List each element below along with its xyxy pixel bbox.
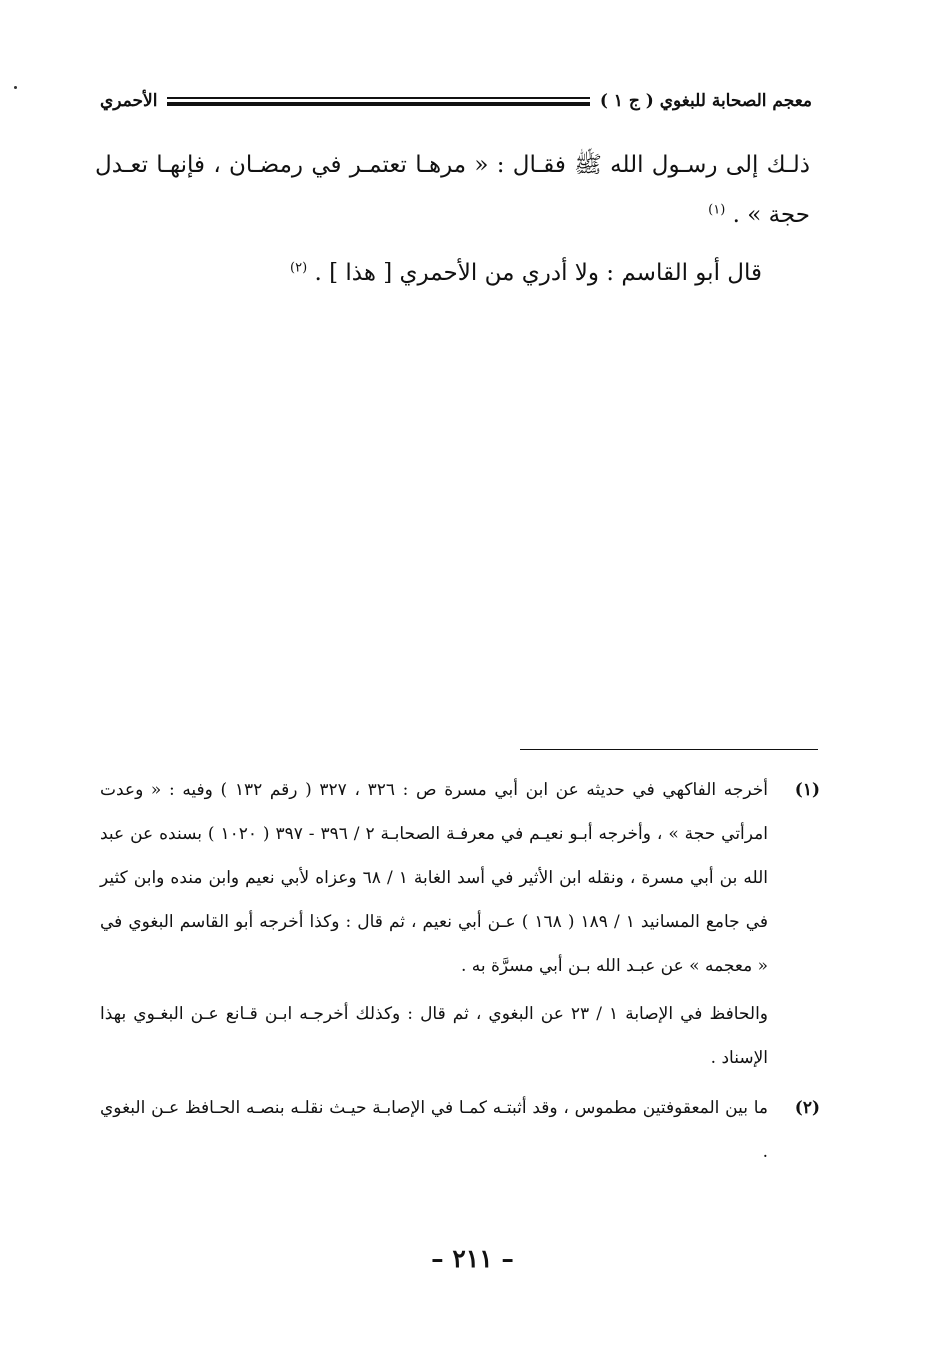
footnote-2: [100, 1086, 820, 1174]
footnote-ref-1: (١): [708, 202, 726, 218]
footnote-paragraph: ما بين المعقوفتين مطموس ، وقد أثبتـه كمـا في الإصابـة حيـث نقلـه بنصـه الحـافظ عـن البغوي .: [100, 1098, 768, 1162]
footnote-separator: [520, 749, 818, 750]
footnote-text: [100, 1086, 768, 1174]
running-header: [100, 84, 812, 118]
footnote-number: (٢): [794, 1098, 820, 1118]
paragraph-1-text: ذلـك إلى رسـول الله ﷺ فقـال : « مرهـا تعتمـر في رمضـان ، فإنهـا تعـدل حجة » .: [95, 152, 810, 228]
page-number: – ٢١١ –: [431, 1244, 514, 1273]
paragraph-1: [95, 140, 810, 240]
footnote-paragraph: والحافظ في الإصابة ١ / ٢٣ عن البغوي ، ثم قال : وكذلك أخرجـه ابـن قـانع عـن البغـوي بهذا الإسناد .: [100, 1004, 769, 1068]
footnote-ref-2: (٢): [290, 260, 308, 276]
footnotes: [100, 768, 820, 1174]
footnote-text: [100, 768, 768, 1080]
paragraph-2: [95, 248, 810, 298]
footnote-number: (١): [794, 780, 820, 800]
book-title: معجم الصحابة للبغوي ( ج ١ ): [599, 91, 812, 111]
footnote-paragraph: أخرجه الفاكهي في حديثه عن ابن أبي مسرة ص : ٣٢٦ ، ٣٢٧ ( رقم ١٣٢ ) وفيه : « وعدت امرأتي حجة » ، وأخرجه أبـو نعيـم في معرفـة الصحابـة ٢ / ٣٩٦ - ٣٩٧ ( ١٠٢٠ ) بسنده عن عبد الله بن أبي مسرة ، ونقله ابن الأثير في أسد الغابة ١ / ٦٨ وعزاه لأبي نعيم وابن منده وابن كثير في جامع المسانيد ١ / ١٨٩ ( ١٦٨ ) عـن أبي نعيم ، ثم قال : وكذا أخرجه أبو القاسم البغوي في « معجمه » عن عبـد الله بـن أبي مسرَّة به .: [100, 780, 769, 976]
entry-title: الأحمري: [100, 91, 158, 111]
paragraph-2-text: قال أبو القاسم : ولا أدري من الأحمري [ هذا ] .: [314, 260, 762, 286]
scan-speck: [14, 86, 17, 89]
main-text: [95, 140, 810, 298]
header-rule: [167, 96, 589, 106]
footnote-1: [100, 768, 820, 1080]
